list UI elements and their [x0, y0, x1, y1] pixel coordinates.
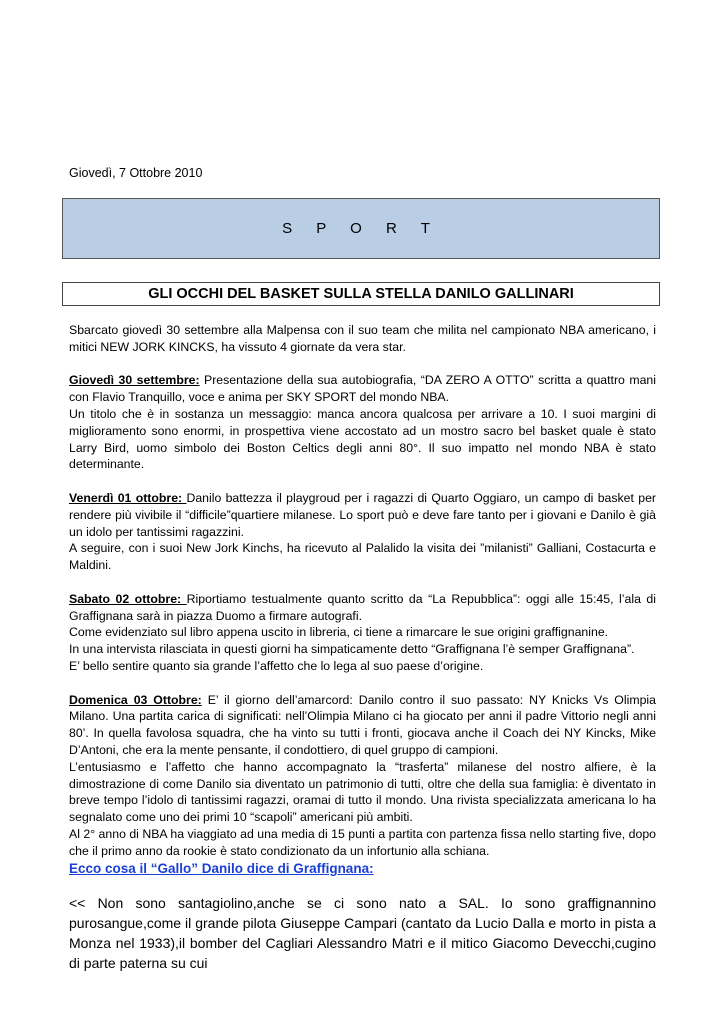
giovedi-paragraph-2: Un titolo che è in sostanza un messaggio: manca ancora qualcosa per arrivare a 10. I suoi margini di miglioramento sono enormi, in prospettiva viene accostato ad un mostro sacro bel basket quale è stato Larry Bird, uomo simbolo dei Boston Celtics degli anni 80°. Il suo impatto nel mondo NBA è stato determinante.: [69, 406, 656, 472]
sabato-text: Riportiamo testualmente quanto scritto da “La Repubblica”: oggi alle 15:45, l’ala di Graffignana sarà in piazza Duomo a firmare autografi.: [69, 591, 656, 623]
domenica-paragraph: [69, 692, 656, 759]
headline: GLI OCCHI DEL BASKET SULLA STELLA DANILO GALLINARI: [148, 286, 574, 302]
venerdi-label: Venerdì 01 ottobre:: [69, 490, 187, 505]
intro-paragraph: Sbarcato giovedì 30 settembre alla Malpensa con il suo team che milita nel campionato NBA americano, i mitici NEW JORK KINCKS, ha vissuto 4 giornate da vera star.: [69, 323, 656, 354]
section-banner: [62, 198, 660, 259]
venerdi-paragraph: [69, 490, 656, 540]
domenica-paragraph-3: Al 2° anno di NBA ha viaggiato ad una media di 15 punti a partita con partenza fissa nello starting five, dopo che il primo anno da rookie è stato condizionato da un infortunio alla schiana.: [69, 826, 656, 858]
sabato-paragraph-2: Come evidenziato sul libro appena uscito in libreria, ci tiene a rimarcare le sue origini graffignanine.: [69, 625, 609, 640]
headline-box: [62, 282, 660, 306]
sabato-label: Sabato 02 ottobre:: [69, 591, 187, 606]
sabato-paragraph-4: E’ bello sentire quanto sia grande l’affetto che lo lega al suo paese d’origine.: [69, 658, 484, 673]
venerdi-text: Danilo battezza il playgroud per i ragazzi di Quarto Oggiaro, un campo di basket per rendere più vivibile il “difficile”quartiere milanese. Lo sport può e deve fare tanto per i giovani e Danilo è già un idolo per tantissimi ragazzini.: [69, 490, 656, 539]
venerdi-paragraph-2: A seguire, con i suoi New Jork Kinchs, ha ricevuto al Palalido la visita dei ”milanisti” Galliani, Costacurta e Maldini.: [69, 541, 656, 573]
domenica-paragraph-2: L’entusiasmo e l’affetto che hanno accompagnato la “trasferta” milanese del nostro alfiere, è la dimostrazione di come Danilo sia diventato un patrimonio di tutti, oltre che della sua famiglia: è diventato in breve tempo l’idolo di tantissimi ragazzi, oramai di tutto il mondo. Una rivista specializzata americana lo ha segnalato come uno dei primi 10 “scapoli” americani più ambiti.: [69, 759, 656, 825]
quote-paragraph: << Non sono santagiolino,anche se ci sono nato a SAL. Io sono graffignannino purosangue,come il grande pilota Giuseppe Campari (cantato da Lucio Dalla e morto in pista a Monza nel 1933),il bomber del Cagliari Alessandro Matri e il mitico Giacomo Devecchi,cugino di parte paterna su cui: [69, 895, 656, 971]
giovedi-paragraph: [69, 372, 656, 406]
article-body: [69, 322, 656, 860]
section-title: S P O R T: [282, 220, 440, 237]
graffignana-link[interactable]: Ecco cosa il “Gallo” Danilo dice di Graffignana:: [69, 861, 374, 876]
article-date: Giovedì, 7 Ottobre 2010: [69, 166, 203, 180]
domenica-text: E’ il giorno dell’amarcord: Danilo contro il suo passato: NY Knicks Vs Olimpia Milano. Una partita carica di significati: nell’Olimpia Milano ci ha giocato per anni il padre Vittorio negli anni 80’. In quella favolosa squadra, che ha vinto su tutti i fronti, giocava anche il Coach dei NY Kincks, Mike D’Antoni, che era la mente pensante, il condottiero, di quel gruppo di campioni.: [69, 692, 656, 757]
giovedi-text: Presentazione della sua autobiografia, “DA ZERO A OTTO” scritta a quattro mani con Flavio Tranquillo, voce e anima per SKY SPORT del mondo NBA.: [69, 373, 657, 405]
sabato-paragraph-3: In una intervista rilasciata in questi giorni ha simpaticamente detto “Graffignana l’è semper Graffignana”.: [69, 642, 635, 657]
giovedi-label: Giovedì 30 settembre:: [69, 373, 200, 388]
domenica-label: Domenica 03 Ottobre:: [69, 692, 202, 707]
sabato-paragraph: [69, 591, 656, 625]
